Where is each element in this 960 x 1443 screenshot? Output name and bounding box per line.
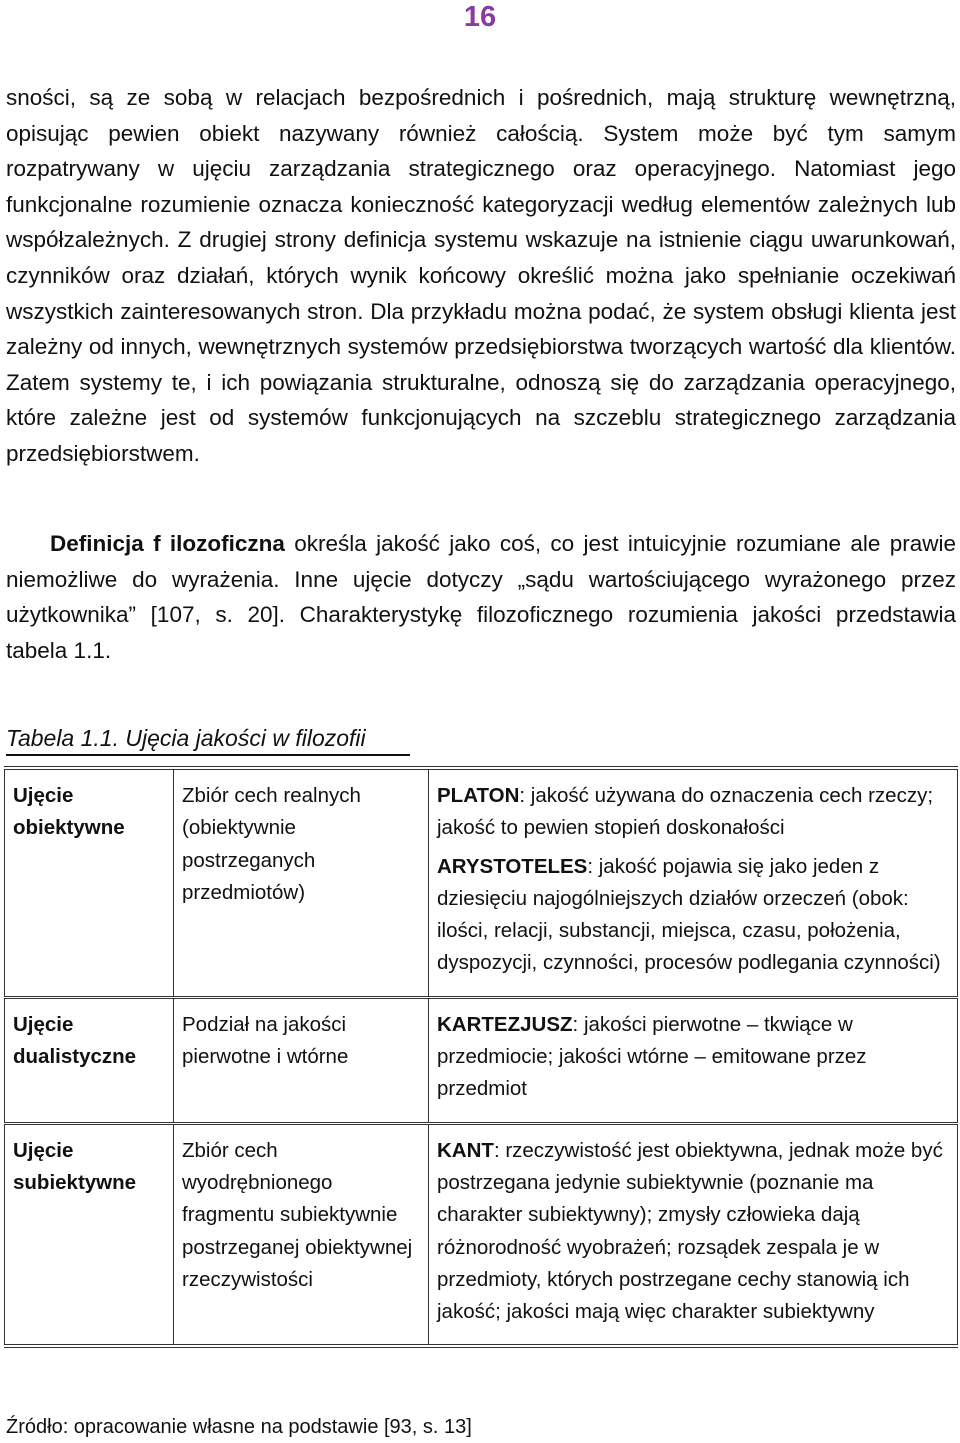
philosophers-cell <box>429 997 958 1123</box>
description-cell: Zbiór cech wyodrębnionego fragmentu subiektywnie postrzeganej obiektywnej rzeczywistości <box>174 1123 429 1346</box>
approach-cell: Ujęcie obiektywne <box>5 768 174 997</box>
philosopher-name: PLATON <box>437 784 520 807</box>
quality-approaches-table <box>4 766 958 1348</box>
philosopher-text: : jakości pierwotne – tkwiące w przedmiocie; jakości wtórne – emitowane przez przedmiot <box>437 1012 867 1101</box>
paragraph-philosophical-definition <box>6 526 956 668</box>
table-row <box>5 768 958 997</box>
philosopher-entry <box>437 1009 949 1106</box>
philosopher-text: : jakość używana do oznaczenia cech rzeczy; jakość to pewien stopień doskonałości <box>437 784 934 840</box>
table-caption: Tabela 1.1. Ujęcia jakości w filozofii <box>6 725 366 751</box>
table-source: Źródło: opracowanie własne na podstawie [93, s. 13] <box>6 1416 472 1438</box>
philosophers-cell <box>429 1123 958 1346</box>
caption-underline <box>6 754 410 756</box>
philosopher-text: : rzeczywistość jest obiektywna, jednak może być postrzegana jedynie subiektywnie (poznanie ma charakter subiektywny); zmysły człowieka dają różnorodność wyobrażeń; rozsądek zespala je w przedmioty, których postrzegane cechy stanowią ich jakość; jakości mają więc charakter subiektywny <box>437 1138 943 1324</box>
table-row <box>5 997 958 1123</box>
paragraph-philosophical-text: określa jakość jako coś, co jest intuicyjnie rozumiane ale prawie niemożliwe do wyrażenia. Inne ujęcie dotyczy „sądu wartościującego wyrażonego przez użytkownika” [107, s. 20]. Charakterystykę filozoficznego rozumienia jakości przedstawia tabela 1.1. <box>6 531 956 663</box>
approach-cell: Ujęcie dualistyczne <box>5 997 174 1123</box>
philosopher-entry <box>437 851 949 980</box>
term-philosophical-definition: Definicja f ilozoficzna <box>50 531 285 556</box>
philosopher-text: : jakość pojawia się jako jeden z dziesięciu najogólniejszych działów orzeczeń (obok: ilości, relacji, substancji, miejsca, czasu, położenia, dyspozycji, czynności, procesów podlegania czynności) <box>437 854 941 975</box>
page-number: 16 <box>463 1 497 33</box>
description-cell: Zbiór cech realnych (obiektywnie postrzeganych przedmiotów) <box>174 768 429 997</box>
approach-cell: Ujęcie subiektywne <box>5 1123 174 1346</box>
philosopher-name: ARYSTOTELES <box>437 854 588 878</box>
description-cell: Podział na jakości pierwotne i wtórne <box>174 997 429 1123</box>
paragraph-systems: sności, są ze sobą w relacjach bezpośrednich i pośrednich, mają strukturę wewnętrzną, opisując pewien obiekt nazywany również całością. System może być tym samym rozpatrywany w ujęciu zarządzania strategicznego oraz operacyjnego. Natomiast jego funkcjonalne rozumienie oznacza konieczność kategoryzacji według elementów zależnych lub współzależnych. Z drugiej strony definicja systemu wskazuje na istnienie ciągu uwarunkowań, czynników oraz działań, których wynik końcowy określić można jako spełnianie oczekiwań wszystkich zainteresowanych stron. Dla przykładu można podać, że system obsługi klienta jest zależny od innych, wewnętrznych systemów przedsiębiorstwa tworzących wartość dla klientów. Zatem systemy te, i ich powiązania strukturalne, odnoszą się do zarządzania operacyjnego, które zależne jest od systemów funkcjonujących na szczeblu strategicznego zarządzania przedsiębiorstwem. <box>6 85 956 466</box>
philosopher-entry <box>437 780 949 845</box>
philosopher-name: KANT <box>437 1138 494 1162</box>
table-row <box>5 1123 958 1346</box>
philosopher-entry <box>437 1135 949 1329</box>
philosophers-cell <box>429 768 958 997</box>
philosopher-name: KARTEZJUSZ <box>437 1012 573 1036</box>
